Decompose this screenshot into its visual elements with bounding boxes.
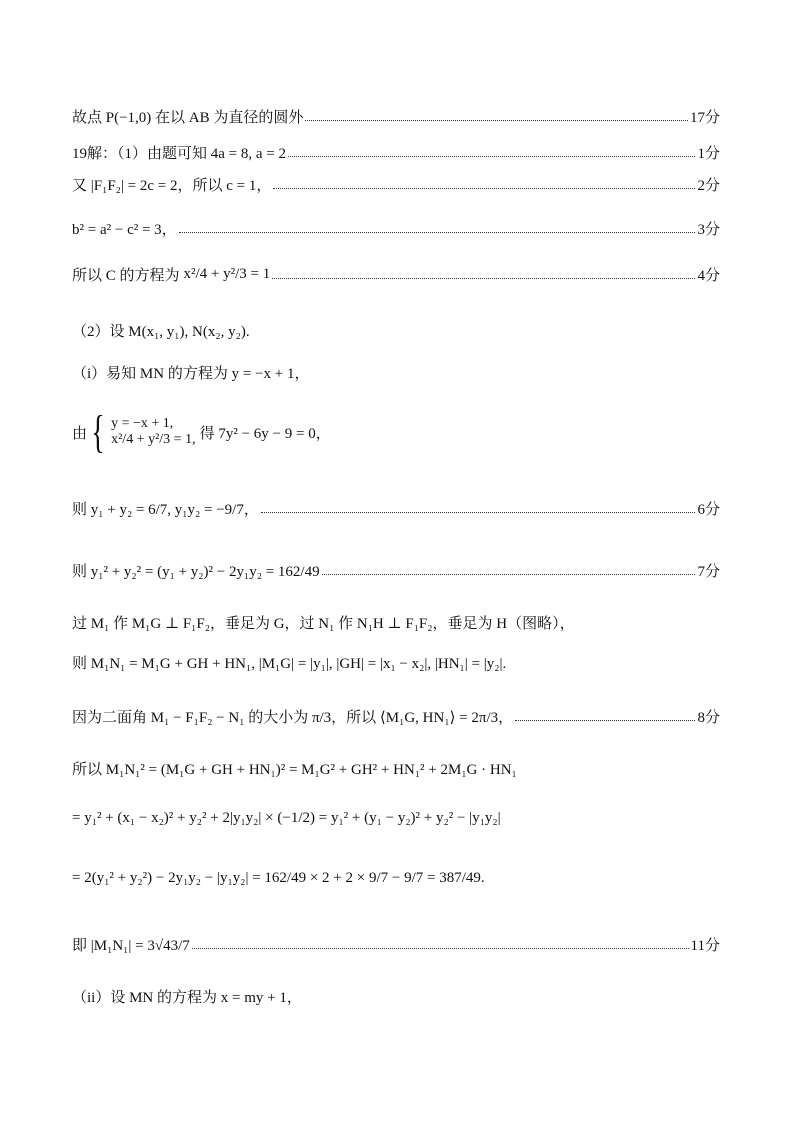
line-text: 即 |M₁N₁| = 3√43/7 xyxy=(72,938,190,954)
system-row-2: x²/4 + y²/3 = 1, xyxy=(111,432,196,447)
line-text: 19解：（1）由题可知 4a = 8, a = 2 xyxy=(72,146,286,162)
leader-dots xyxy=(515,720,695,721)
score: 1分 xyxy=(697,146,720,162)
line-text: b² = a² − c² = 3， xyxy=(72,222,177,238)
line-12 xyxy=(72,652,720,673)
line-13 xyxy=(72,706,720,727)
line-9 xyxy=(72,498,720,519)
line-8 xyxy=(72,402,720,462)
line-text: 得 7y² − 6y − 9 = 0， xyxy=(199,425,331,442)
leader-dots xyxy=(179,232,696,233)
line-text: （i）易知 MN 的方程为 y = −x + 1， xyxy=(72,366,310,382)
equation: x²/4 + y²/3 = 1 xyxy=(183,266,271,282)
line-text: 又 |F₁F₂| = 2c = 2，所以 c = 1， xyxy=(72,178,272,194)
leader-dots xyxy=(192,948,689,949)
line-text: （ii）设 MN 的方程为 x = my + 1， xyxy=(72,990,302,1006)
score: 17分 xyxy=(689,110,720,126)
score: 6分 xyxy=(697,502,720,518)
line-text: 过 M₁ 作 M₁G ⊥ F₁F₂，垂足为 G，过 N₁ 作 N₁H ⊥ F₁F₂，垂足为 H（图略）， xyxy=(72,616,575,632)
score: 2分 xyxy=(697,178,720,194)
line-16 xyxy=(72,870,720,887)
score: 11分 xyxy=(690,938,720,954)
brace: { xyxy=(91,406,105,457)
line-text: 因为二面角 M₁ − F₁F₂ − N₁ 的大小为 π/3，所以 ⟨M₁G, HN₁⟩ = 2π/3， xyxy=(72,710,514,726)
leader-dots xyxy=(261,512,696,513)
line-18 xyxy=(72,986,720,1007)
leader-dots xyxy=(273,188,695,189)
line-10 xyxy=(72,560,720,581)
leader-dots xyxy=(272,278,695,279)
line-14 xyxy=(72,758,720,779)
leader-dots xyxy=(305,120,688,121)
line-4 xyxy=(72,218,720,239)
line-text: = 2(y₁² + y₂²) − 2y₁y₂ − |y₁y₂| = 162/49 × 2 + 2 × 9/7 − 9/7 = 387/49. xyxy=(72,870,485,886)
line-6 xyxy=(72,320,720,341)
leader-dots xyxy=(322,574,696,575)
line-text: 所以 C 的方程为 xyxy=(72,268,180,284)
score: 7分 xyxy=(697,564,720,580)
line-text: = y₁² + (x₁ − x₂)² + y₂² + 2|y₁y₂| × (−1/2) = y₁² + (y₁ − y₂)² + y₂² − |y₁y₂| xyxy=(72,810,501,826)
line-text: 则 y₁ + y₂ = 6/7, y₁y₂ = −9/7， xyxy=(72,502,259,518)
line-5 xyxy=(72,264,720,285)
system-rows xyxy=(111,416,195,448)
line-17 xyxy=(72,934,720,955)
line-1 xyxy=(72,106,720,127)
score: 4分 xyxy=(697,268,720,284)
line-text: 由 xyxy=(72,425,88,442)
line-text: 所以 M₁N₁² = (M₁G + GH + HN₁)² = M₁G² + GH² + HN₁² + 2M₁G · HN₁ xyxy=(72,762,517,778)
equation-system xyxy=(87,406,196,457)
line-text: 则 y₁² + y₂² = (y₁ + y₂)² − 2y₁y₂ = 162/49 xyxy=(72,564,320,580)
leader-dots xyxy=(288,156,695,157)
line-11 xyxy=(72,612,720,633)
system-row-1: y = −x + 1, xyxy=(111,416,174,431)
line-text: 故点 P(−1,0) 在以 AB 为直径的圆外 xyxy=(72,110,304,126)
line-3 xyxy=(72,174,720,195)
line-text: 则 M₁N₁ = M₁G + GH + HN₁, |M₁G| = |y₁|, |GH| = |x₁ − x₂|, |HN₁| = |y₂|. xyxy=(72,656,507,672)
line-2 xyxy=(72,142,720,163)
line-7 xyxy=(72,362,720,383)
score: 8分 xyxy=(697,710,720,726)
line-text: （2）设 M(x₁, y₁), N(x₂, y₂). xyxy=(72,324,250,340)
score: 3分 xyxy=(697,222,720,238)
line-15 xyxy=(72,810,720,827)
